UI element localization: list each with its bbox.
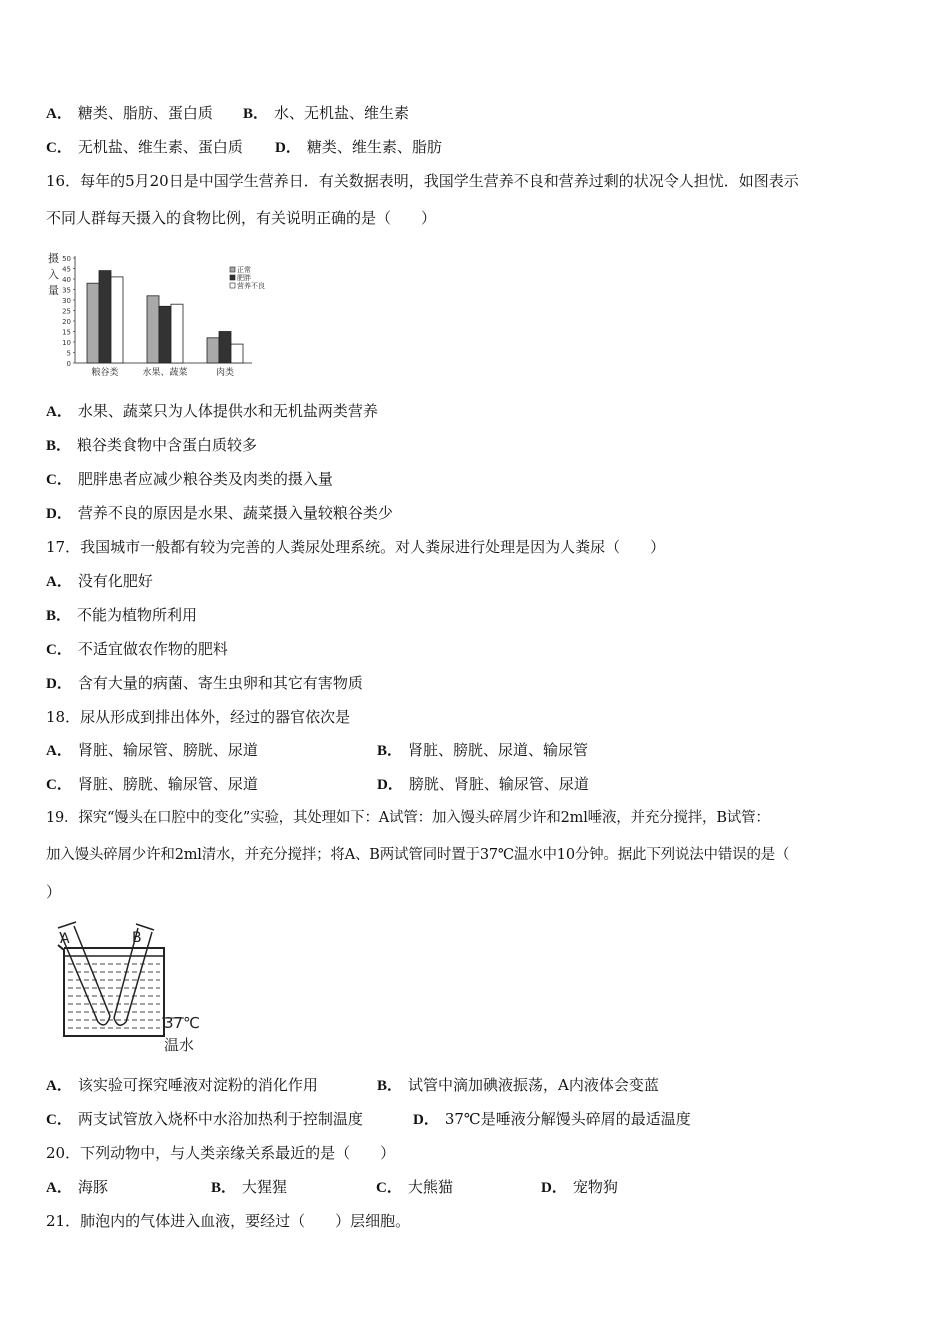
y-tick-label: 35: [62, 286, 71, 295]
q18-option-d: [377, 774, 589, 795]
q18-option-b: [377, 740, 588, 761]
bar-正常-肉类: [207, 338, 219, 363]
tube-a-label: A: [60, 931, 70, 947]
option-letter: D．: [377, 777, 403, 793]
legend-label: 正常: [237, 266, 251, 274]
option-text: 肾脏、膀胱、尿道、输尿管: [408, 741, 589, 759]
option-letter: D．: [46, 676, 72, 692]
q18-option-a: [46, 740, 377, 761]
option-letter: C．: [46, 472, 72, 488]
q16-option-c: [46, 469, 333, 490]
option-letter: A．: [46, 1180, 72, 1196]
option-text: 大猩猩: [242, 1178, 288, 1196]
q20-option-d: [541, 1177, 618, 1198]
bar-肥胖-粮谷类: [99, 271, 111, 363]
q20-option-c: [376, 1177, 541, 1198]
option-text: 水、无机盐、维生素: [274, 104, 410, 122]
q18-stem: 18．尿从形成到排出体外，经过的器官依次是: [46, 708, 351, 726]
option-text: 宠物狗: [572, 1178, 618, 1196]
q16-option-b: [46, 435, 257, 456]
q19-option-c: [46, 1109, 413, 1130]
bar-正常-水果、蔬菜: [147, 296, 159, 363]
option-letter: D．: [413, 1112, 439, 1128]
water-label: 温水: [164, 1036, 195, 1054]
x-category-label: 粮谷类: [91, 368, 119, 378]
q16-stem-line2: 不同人群每天摄入的食物比例，有关说明正确的是（ ）: [46, 209, 437, 227]
option-text: 肥胖患者应减少粮谷类及肉类的摄入量: [77, 470, 333, 488]
option-letter: C．: [376, 1180, 402, 1196]
q15-options-row1: [46, 103, 409, 124]
bar-营养不良-水果、蔬菜: [171, 304, 183, 363]
option-text: 肾脏、输尿管、膀胱、尿道: [77, 741, 258, 759]
x-category-label: 水果、蔬菜: [142, 368, 188, 378]
y-tick-label: 45: [62, 265, 71, 274]
q15-option-b: [243, 103, 409, 124]
q16-option-a: [46, 401, 378, 422]
beaker: [58, 945, 164, 1036]
q19-options-row1: [46, 1075, 659, 1096]
q15-option-a: [46, 103, 243, 124]
q19-beaker-figure: [44, 918, 224, 1058]
q20-option-a: [46, 1177, 211, 1198]
temperature-label: 37℃: [164, 1014, 200, 1032]
option-text: 海豚: [77, 1178, 108, 1196]
q19-options-row2: [46, 1109, 691, 1130]
q18-option-c: [46, 774, 377, 795]
option-text: 糖类、脂肪、蛋白质: [77, 104, 213, 122]
q15-options-row2: [46, 137, 442, 158]
chart-ylabel-1: 摄: [48, 252, 59, 265]
q16-stem-line1: 16．每年的5月20日是中国学生营养日．有关数据表明，我国学生营养不良和营养过剩的状况令人担忧．如图表示: [46, 172, 799, 190]
q19-stem-line3: ）: [46, 883, 62, 901]
q17-option-d: [46, 673, 363, 694]
option-letter: A．: [46, 574, 72, 590]
option-letter: B．: [243, 106, 269, 122]
tube-b-label: B: [132, 930, 142, 946]
option-letter: B．: [211, 1180, 237, 1196]
y-tick-label: 10: [62, 339, 71, 347]
option-letter: C．: [46, 777, 72, 793]
y-tick-label: 25: [62, 307, 71, 316]
option-text: 无机盐、维生素、蛋白质: [77, 138, 243, 156]
q19-option-a: [46, 1075, 377, 1096]
option-text: 水果、蔬菜只为人体提供水和无机盐两类营养: [77, 402, 378, 420]
y-tick-label: 5: [66, 349, 71, 358]
option-letter: A．: [46, 743, 72, 759]
option-text: 营养不良的原因是水果、蔬菜摄入量较粮谷类少: [77, 504, 393, 522]
q19-stem-line1: 19．探究“馒头在口腔中的变化”实验，其处理如下：A试管：加入馒头碎屑少许和2ml唾液，并充分搅拌，B试管：: [46, 810, 770, 826]
option-letter: C．: [46, 1112, 72, 1128]
bar-肥胖-水果、蔬菜: [159, 306, 171, 363]
option-letter: A．: [46, 1078, 72, 1094]
option-text: 该实验可探究唾液对淀粉的消化作用: [77, 1076, 318, 1094]
x-category-label: 肉类: [215, 368, 235, 378]
q17-option-b: [46, 605, 197, 626]
option-text: 没有化肥好: [77, 572, 153, 590]
bar-营养不良-粮谷类: [111, 277, 123, 363]
y-tick-label: 50: [62, 255, 71, 263]
y-tick-label: 15: [62, 328, 71, 337]
bar-肥胖-肉类: [219, 332, 231, 364]
option-letter: A．: [46, 404, 72, 420]
option-letter: D．: [46, 506, 72, 522]
q16-bar-chart: [40, 248, 290, 380]
q21-stem: 21．肺泡内的气体进入血液，要经过（ ）层细胞。: [46, 1212, 411, 1230]
legend-swatch: [230, 275, 235, 280]
option-letter: B．: [46, 608, 72, 624]
option-text: 37℃是唾液分解馒头碎屑的最适温度: [444, 1110, 691, 1128]
option-letter: A．: [46, 106, 72, 122]
q20-options-row: [46, 1177, 618, 1198]
legend-swatch: [230, 283, 235, 288]
q20-option-b: [211, 1177, 376, 1198]
legend-label: 肥胖: [237, 274, 251, 282]
option-text: 含有大量的病菌、寄生虫卵和其它有害物质: [77, 674, 363, 692]
option-letter: B．: [46, 438, 72, 454]
option-letter: B．: [377, 743, 403, 759]
option-text: 肾脏、膀胱、输尿管、尿道: [77, 775, 258, 793]
legend-swatch: [230, 267, 235, 272]
q17-stem: 17．我国城市一般都有较为完善的人粪尿处理系统。对人粪尿进行处理是因为人粪尿（ ）: [46, 538, 666, 556]
option-text: 不能为植物所利用: [77, 606, 198, 624]
chart-ylabel-3: 量: [48, 284, 59, 297]
option-letter: C．: [46, 140, 72, 156]
option-text: 膀胱、肾脏、输尿管、尿道: [408, 775, 589, 793]
option-letter: D．: [541, 1180, 567, 1196]
q19-option-d: [413, 1109, 691, 1130]
y-tick-label: 0: [66, 360, 71, 368]
q15-option-d: [275, 137, 442, 158]
q17-option-c: [46, 639, 228, 660]
option-letter: D．: [275, 140, 301, 156]
option-text: 粮谷类食物中含蛋白质较多: [77, 436, 258, 454]
option-letter: B．: [377, 1078, 403, 1094]
q16-option-d: [46, 503, 393, 524]
q18-options-row1: [46, 740, 588, 761]
q18-options-row2: [46, 774, 589, 795]
q17-option-a: [46, 571, 153, 592]
bar-营养不良-肉类: [231, 344, 243, 363]
chart-ylabel-2: 入: [48, 268, 59, 281]
legend-label: 营养不良: [237, 282, 265, 290]
option-text: 试管中滴加碘液振荡，A内液体会变蓝: [408, 1076, 659, 1094]
option-text: 两支试管放入烧杯中水浴加热利于控制温度: [77, 1110, 363, 1128]
q15-option-c: [46, 137, 275, 158]
option-text: 不适宜做农作物的肥料: [77, 640, 228, 658]
q19-stem-line2: 加入馒头碎屑少许和2ml清水，并充分搅拌；将A、B两试管同时置于37℃温水中10分钟。据此下列说法中错误的是（: [46, 847, 790, 863]
y-tick-label: 20: [62, 318, 71, 326]
bar-正常-粮谷类: [87, 283, 99, 363]
y-tick-label: 30: [62, 297, 71, 305]
q20-stem: 20．下列动物中，与人类亲缘关系最近的是（ ）: [46, 1144, 396, 1162]
option-text: 大熊猫: [407, 1178, 453, 1196]
option-letter: C．: [46, 642, 72, 658]
option-text: 糖类、维生素、脂肪: [306, 138, 442, 156]
q19-option-b: [377, 1075, 659, 1096]
y-tick-label: 40: [62, 276, 71, 284]
